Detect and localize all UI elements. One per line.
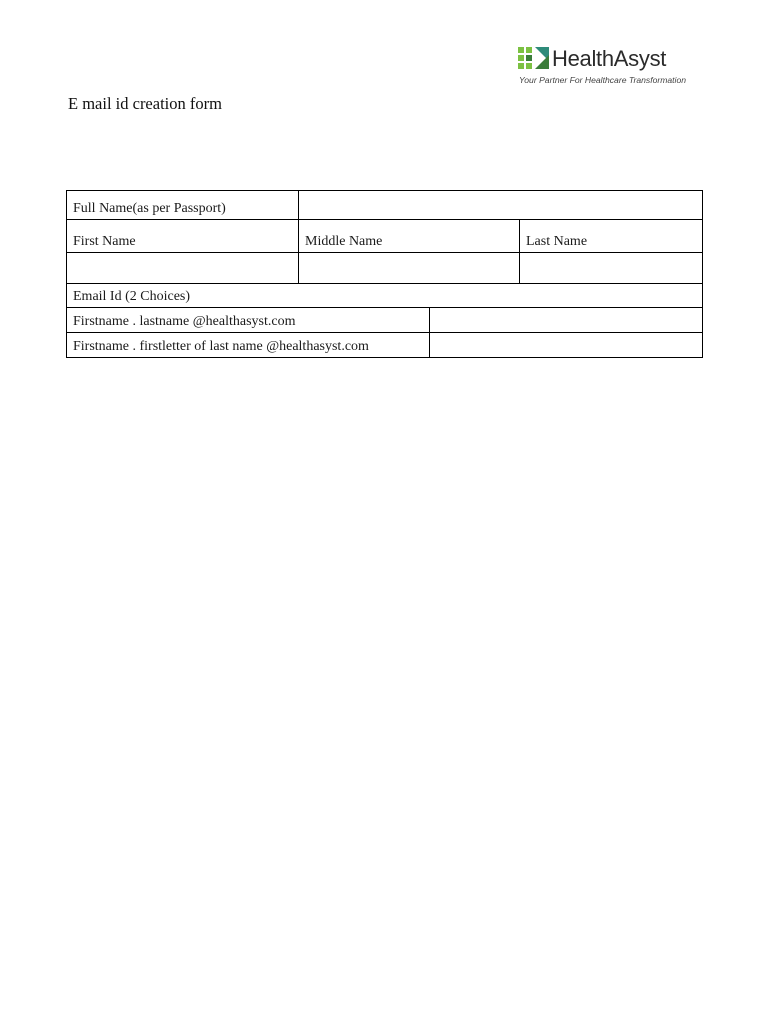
table-row <box>67 308 703 333</box>
full-name-label-cell <box>67 191 299 220</box>
email-choice-2-input-cell[interactable] <box>430 333 703 358</box>
email-section-label-cell <box>67 284 703 308</box>
table-row <box>67 284 703 308</box>
full-name-label: Full Name(as per Passport) <box>73 201 226 216</box>
full-name-input-cell[interactable] <box>299 191 703 220</box>
email-section-label: Email Id (2 Choices) <box>73 289 191 304</box>
logo-tagline: Your Partner For Healthcare Transformation <box>519 75 687 85</box>
first-name-label: First Name <box>73 234 136 249</box>
email-creation-form-table <box>66 190 703 358</box>
table-row <box>67 191 703 220</box>
email-choice-2-label-cell <box>67 333 430 358</box>
email-choice-1-label-cell <box>67 308 430 333</box>
table-row <box>67 253 703 284</box>
logo-brand-name: HealthAsyst <box>552 46 667 71</box>
middle-name-input-cell[interactable] <box>299 253 520 284</box>
healthasyst-logo-mark-icon <box>518 47 551 69</box>
table-row <box>67 333 703 358</box>
first-name-label-cell <box>67 220 299 253</box>
page-title: E mail id creation form <box>68 94 222 113</box>
middle-name-label-cell <box>299 220 520 253</box>
first-name-input-cell[interactable] <box>67 253 299 284</box>
email-choice-1-input-cell[interactable] <box>430 308 703 333</box>
middle-name-label: Middle Name <box>305 234 383 249</box>
table-row <box>67 220 703 253</box>
last-name-input-cell[interactable] <box>520 253 703 284</box>
last-name-label: Last Name <box>526 234 588 249</box>
last-name-label-cell <box>520 220 703 253</box>
email-choice-1-label: Firstname . lastname @healthasyst.com <box>73 314 296 329</box>
healthasyst-logo <box>518 46 708 90</box>
email-choice-2-label: Firstname . firstletter of last name @healthasyst.com <box>73 339 369 354</box>
email-choice-2-field[interactable] <box>436 355 696 357</box>
